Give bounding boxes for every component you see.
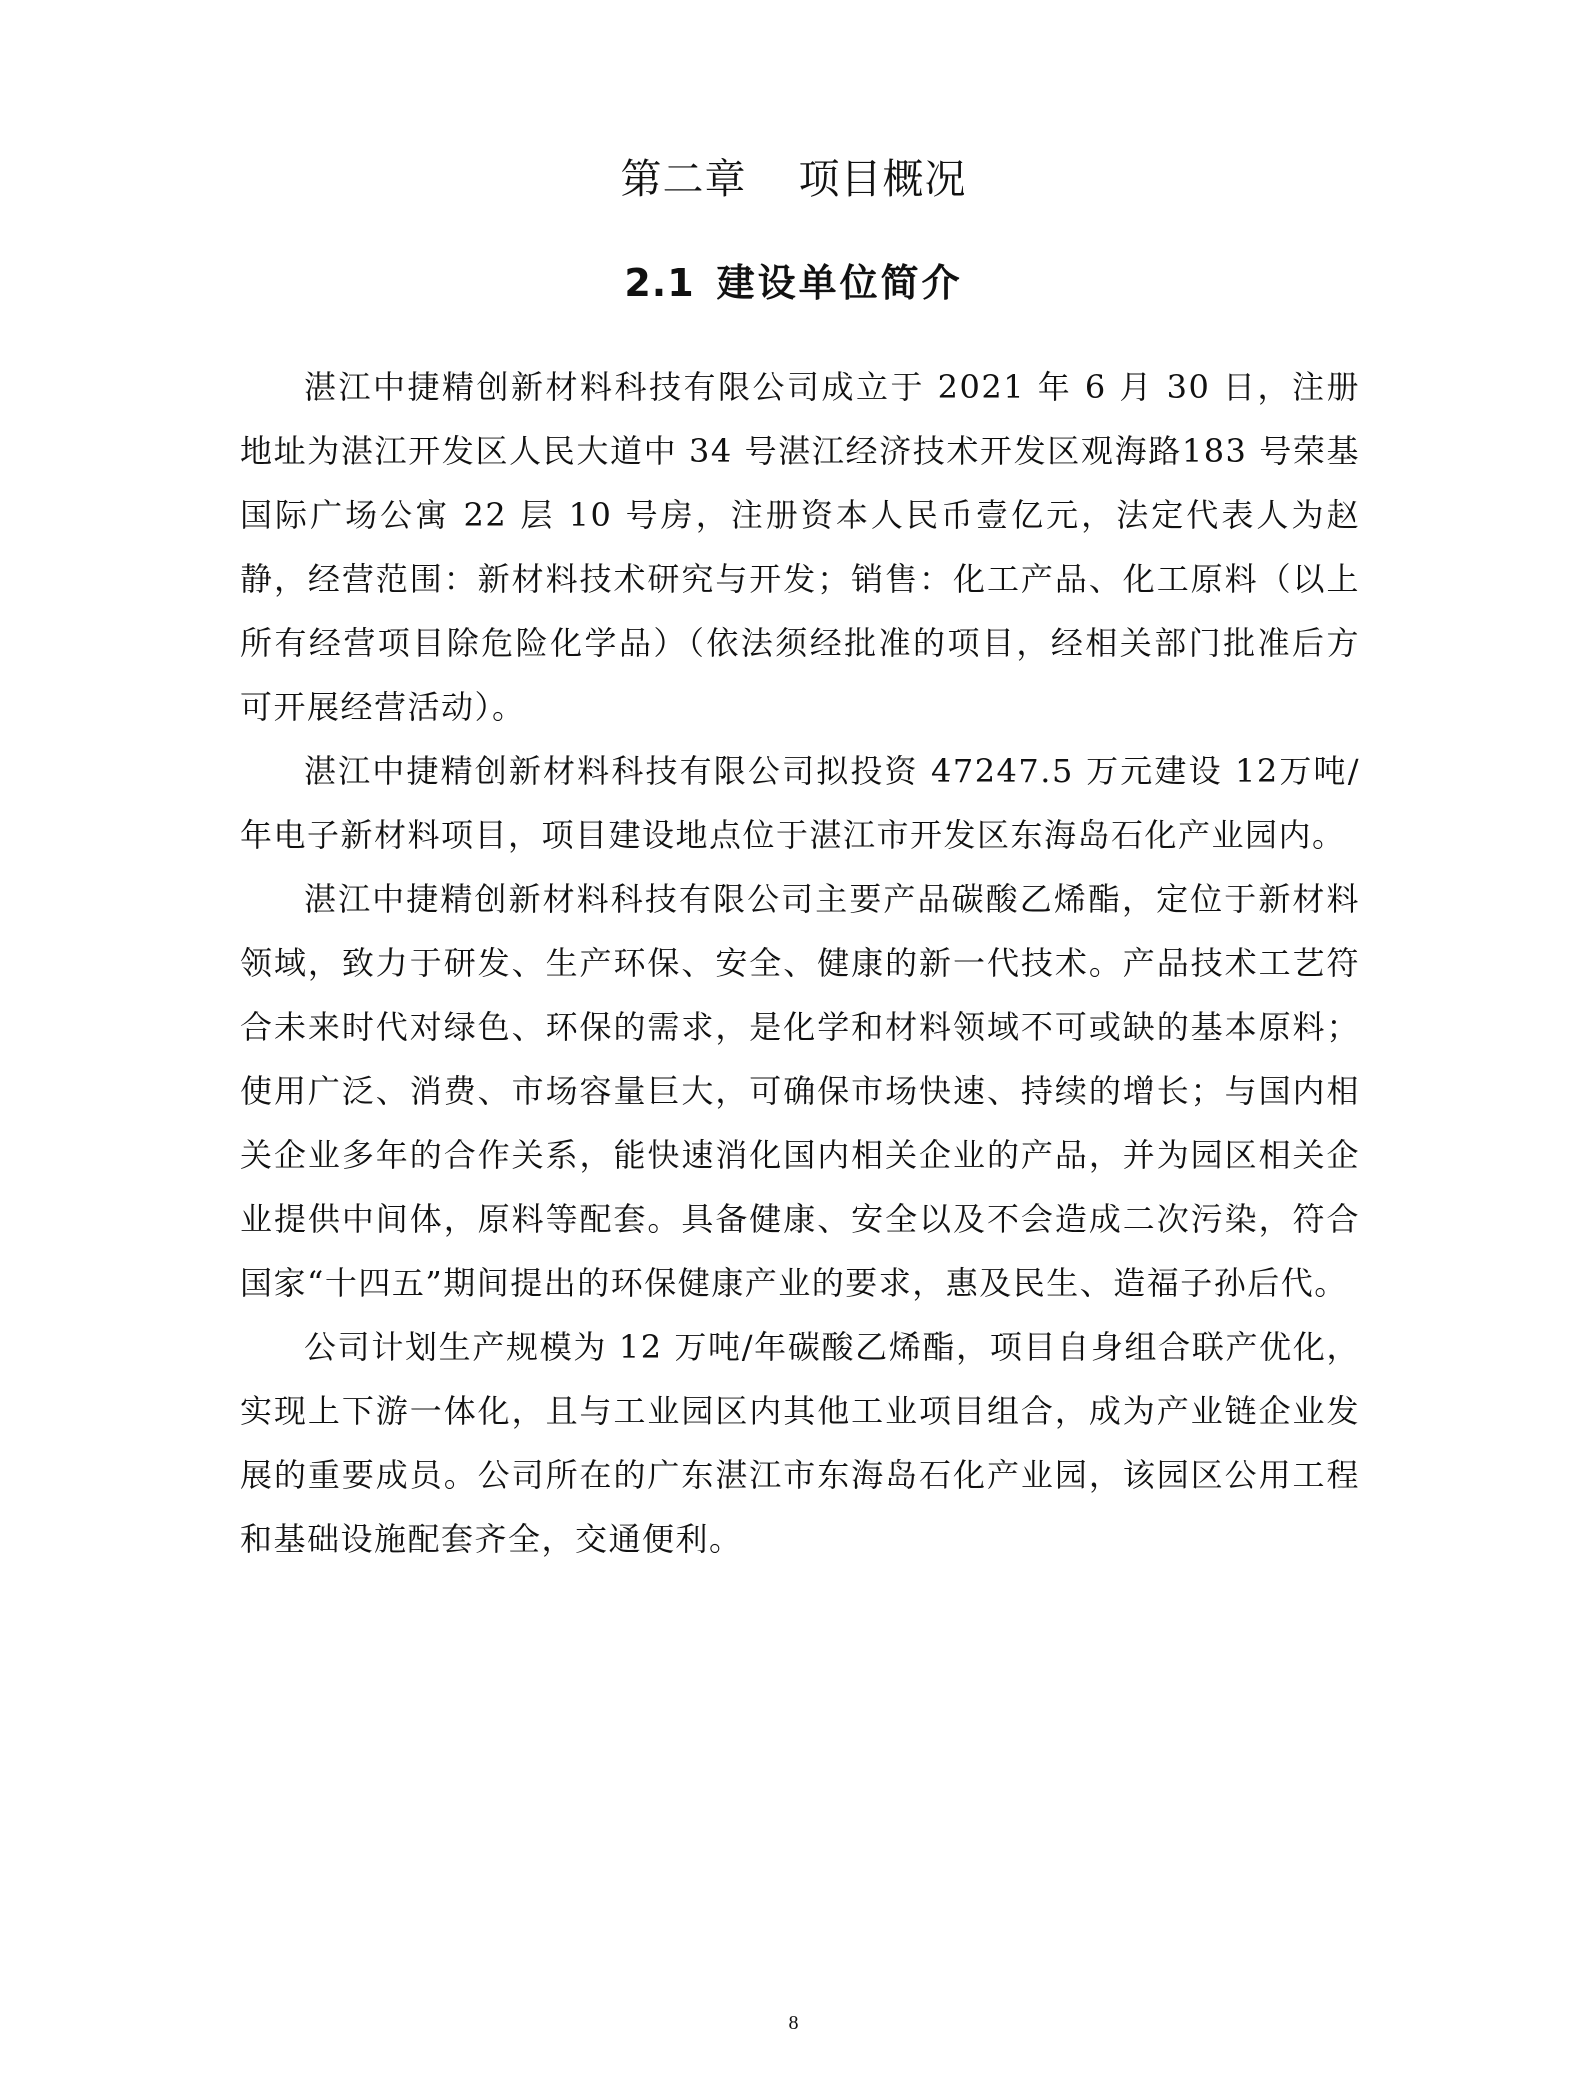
paragraph-production-scale: 公司计划生产规模为 12 万吨/年碳酸乙烯酯，项目自身组合联产优化，实现上下游一体化，且与工业园区内其他工业项目组合，成为产业链企业发展的重要成员。公司所在的广东湛江市东海岛石化产业园，该园区公用工程和基础设施配套齐全，交通便利。 (240, 1328, 1360, 1558)
chapter-title (0, 148, 1587, 210)
paragraph-main-product: 湛江中捷精创新材料科技有限公司主要产品碳酸乙烯酯，定位于新材料领域，致力于研发、生产环保、安全、健康的新一代技术。产品技术工艺符合未来时代对绿色、环保的需求，是化学和材料领域不可或缺的基本原料；使用广泛、消费、市场容量巨大，可确保市场快速、持续的增长；与国内相关企业多年的合作关系，能快速消化国内相关企业的产品，并为园区相关企业提供中间体，原料等配套。具备健康、安全以及不会造成二次污染，符合国家“十四五”期间提出的环保健康产业的要求，惠及民生、造福子孙后代。 (240, 880, 1360, 1302)
paragraph-investment: 湛江中捷精创新材料科技有限公司拟投资 47247.5 万元建设 12万吨/年电子新材料项目，项目建设地点位于湛江市开发区东海岛石化产业园内。 (240, 752, 1360, 854)
page-number: 8 (788, 2012, 799, 2034)
section-number: 2.1 (624, 261, 695, 305)
chapter-label: 第二章 (620, 155, 747, 203)
paragraph-company-registration: 湛江中捷精创新材料科技有限公司成立于 2021 年 6 月 30 日，注册地址为湛江开发区人民大道中 34 号湛江经济技术开发区观海路183 号荣基国际广场公寓 22 层 10 号房，注册资本人民币壹亿元，法定代表人为赵静，经营范围：新材料技术研究与开发；销售：化工产品、化工原料（以上所有经营项目除危险化学品）（依法须经批准的项目，经相关部门批准后方可开展经营活动）。 (240, 368, 1360, 726)
body-text (240, 355, 1360, 1571)
section-title (0, 252, 1587, 314)
section-name: 建设单位简介 (716, 261, 963, 305)
chapter-name: 项目概况 (798, 155, 967, 203)
